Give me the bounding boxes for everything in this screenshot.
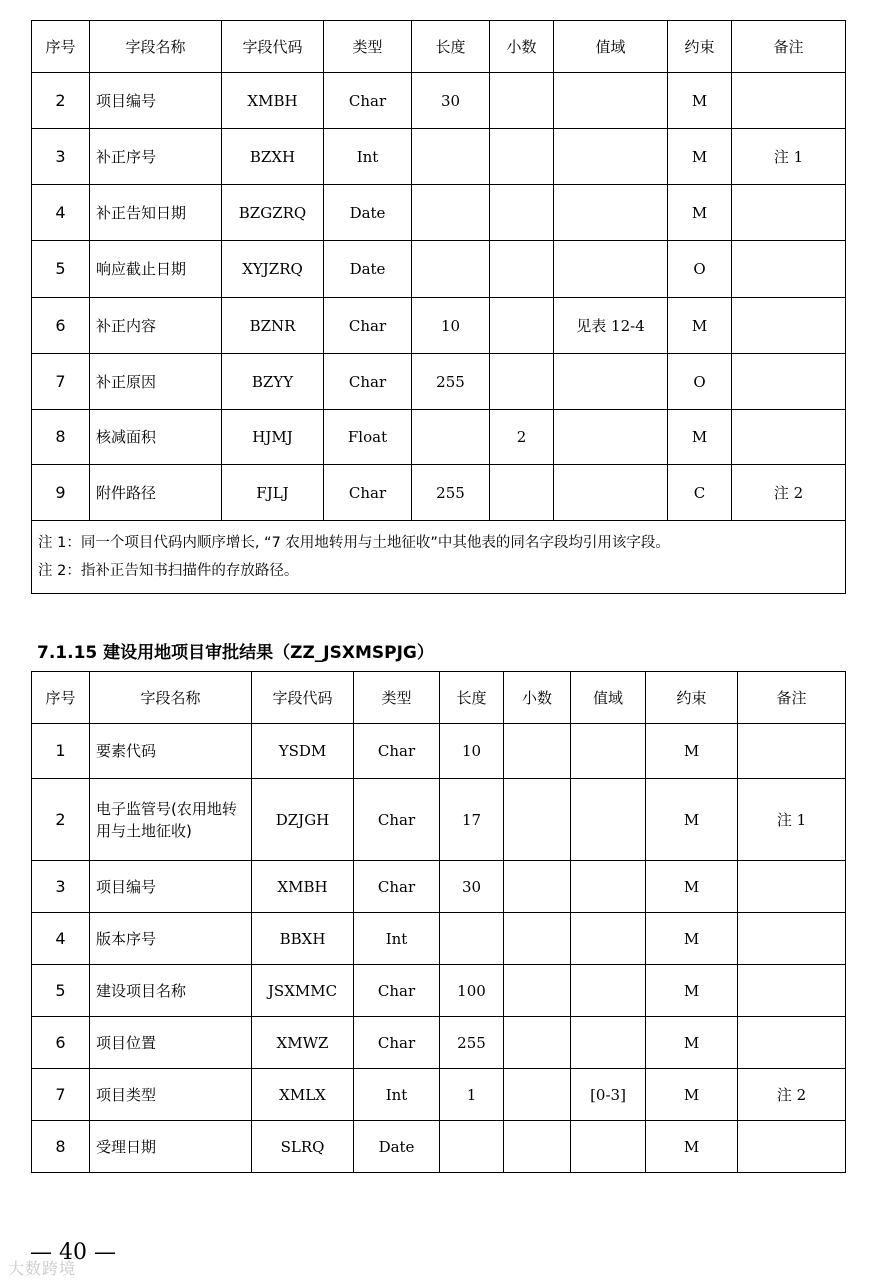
col-header: 序号 [32, 672, 90, 724]
table-cell: 项目编号 [90, 861, 252, 913]
col-header: 备注 [732, 21, 846, 73]
table-cell [412, 185, 490, 241]
table-cell: 附件路径 [90, 465, 222, 521]
table-cell: M [668, 298, 732, 354]
table-cell: M [646, 1121, 738, 1173]
table-cell [571, 779, 646, 861]
table-cell: Date [324, 185, 412, 241]
table-cell [732, 185, 846, 241]
table-cell: 4 [32, 185, 90, 241]
table-cell: XYJZRQ [222, 241, 324, 298]
table-cell: M [646, 724, 738, 779]
field-table-2 [31, 671, 846, 1173]
table-cell [490, 185, 554, 241]
table-cell [732, 241, 846, 298]
table-cell: 2 [490, 410, 554, 465]
col-header: 值域 [554, 21, 668, 73]
table-row [32, 779, 846, 861]
table-cell: 注 2 [738, 1069, 846, 1121]
table-cell [732, 73, 846, 129]
table-cell [412, 241, 490, 298]
col-header: 长度 [412, 21, 490, 73]
table-cell: SLRQ [252, 1121, 354, 1173]
table-cell: M [646, 913, 738, 965]
col-header: 字段名称 [90, 21, 222, 73]
table-cell: 注 1 [732, 129, 846, 185]
table-row [32, 73, 846, 129]
table-cell [554, 185, 668, 241]
table-cell: 1 [440, 1069, 504, 1121]
table-cell: M [668, 410, 732, 465]
table-cell: BZNR [222, 298, 324, 354]
table-row [32, 410, 846, 465]
table-row [32, 724, 846, 779]
table-cell [571, 861, 646, 913]
table-cell [554, 73, 668, 129]
table-cell: 9 [32, 465, 90, 521]
table-cell: M [646, 1017, 738, 1069]
table-cell: 255 [412, 354, 490, 410]
table-cell: O [668, 241, 732, 298]
col-header: 约束 [668, 21, 732, 73]
table-cell [738, 1121, 846, 1173]
table-cell: M [668, 129, 732, 185]
table-cell: C [668, 465, 732, 521]
table-cell: 255 [440, 1017, 504, 1069]
col-header: 值域 [571, 672, 646, 724]
table-cell [490, 354, 554, 410]
table-cell: M [646, 861, 738, 913]
table-row [32, 241, 846, 298]
table-cell [554, 129, 668, 185]
table-cell: 补正序号 [90, 129, 222, 185]
table-cell: XMLX [252, 1069, 354, 1121]
table-cell [571, 965, 646, 1017]
table-cell: 8 [32, 1121, 90, 1173]
table-cell: BZYY [222, 354, 324, 410]
table-cell: Date [324, 241, 412, 298]
table-cell: 注 1 [738, 779, 846, 861]
table-cell: Int [354, 1069, 440, 1121]
table-body [32, 724, 846, 1173]
table-cell [490, 298, 554, 354]
table-cell: 30 [440, 861, 504, 913]
table-cell: 6 [32, 298, 90, 354]
table-cell [504, 779, 571, 861]
table-cell: 17 [440, 779, 504, 861]
table-cell [732, 410, 846, 465]
table-body [32, 73, 846, 521]
table-cell: 3 [32, 861, 90, 913]
table-row [32, 1069, 846, 1121]
table-cell: Char [324, 354, 412, 410]
table-cell: Char [324, 465, 412, 521]
table-row [32, 1121, 846, 1173]
table-cell: 10 [412, 298, 490, 354]
table-notes [32, 521, 846, 594]
table-cell: 版本序号 [90, 913, 252, 965]
table-cell: 补正内容 [90, 298, 222, 354]
table-cell: Float [324, 410, 412, 465]
table-cell: O [668, 354, 732, 410]
table-cell: Char [354, 1017, 440, 1069]
table-cell [412, 410, 490, 465]
table-cell [504, 965, 571, 1017]
table-cell [490, 73, 554, 129]
table-cell [504, 1069, 571, 1121]
table-row [32, 129, 846, 185]
table-cell: HJMJ [222, 410, 324, 465]
table-cell: M [668, 73, 732, 129]
table-cell: 补正告知日期 [90, 185, 222, 241]
table-cell [571, 1121, 646, 1173]
col-header: 备注 [738, 672, 846, 724]
table-row [32, 298, 846, 354]
table-cell [504, 724, 571, 779]
table-cell: 8 [32, 410, 90, 465]
table-cell: BBXH [252, 913, 354, 965]
table-row [32, 354, 846, 410]
table-cell [738, 965, 846, 1017]
table-cell: DZJGH [252, 779, 354, 861]
table-cell: Char [324, 73, 412, 129]
table-cell: BZXH [222, 129, 324, 185]
table-cell: Int [324, 129, 412, 185]
page-number: — 40 — [30, 1240, 116, 1265]
table-row [32, 913, 846, 965]
table-cell [738, 724, 846, 779]
table-cell: 项目位置 [90, 1017, 252, 1069]
table-cell: 1 [32, 724, 90, 779]
table-cell: 建设项目名称 [90, 965, 252, 1017]
col-header: 小数 [504, 672, 571, 724]
col-header: 类型 [324, 21, 412, 73]
table-cell [571, 913, 646, 965]
watermark: 大数跨境 [8, 1259, 77, 1278]
table-cell [738, 861, 846, 913]
table-cell: 注 2 [732, 465, 846, 521]
table-cell [504, 1121, 571, 1173]
col-header: 长度 [440, 672, 504, 724]
table-cell: FJLJ [222, 465, 324, 521]
table-cell: 6 [32, 1017, 90, 1069]
table-cell: M [668, 185, 732, 241]
col-header: 字段代码 [252, 672, 354, 724]
table-row [32, 465, 846, 521]
table-cell: 255 [412, 465, 490, 521]
table-cell: 见表 12-4 [554, 298, 668, 354]
table-cell: M [646, 779, 738, 861]
table-cell: 项目编号 [90, 73, 222, 129]
table-cell [412, 129, 490, 185]
table-cell: Char [354, 965, 440, 1017]
table-cell [732, 298, 846, 354]
col-header: 小数 [490, 21, 554, 73]
table-cell [490, 465, 554, 521]
table-cell: M [646, 1069, 738, 1121]
table-cell: XMWZ [252, 1017, 354, 1069]
note-1: 注 1：同一个项目代码内顺序增长, “7 农用地转用与土地征收”中其他表的同名字段均引用该字段。 [38, 535, 670, 551]
table-cell: 补正原因 [90, 354, 222, 410]
table-cell: 10 [440, 724, 504, 779]
table-cell: Char [354, 724, 440, 779]
table-cell: 3 [32, 129, 90, 185]
table-cell: Date [354, 1121, 440, 1173]
table-row [32, 965, 846, 1017]
table-row [32, 185, 846, 241]
table-cell: 核减面积 [90, 410, 222, 465]
table-cell: M [646, 965, 738, 1017]
table-cell: 2 [32, 73, 90, 129]
table-cell: 5 [32, 241, 90, 298]
table-cell: XMBH [252, 861, 354, 913]
table-cell: 100 [440, 965, 504, 1017]
table-cell: 要素代码 [90, 724, 252, 779]
table-row [32, 861, 846, 913]
table-cell: 5 [32, 965, 90, 1017]
table-cell: 30 [412, 73, 490, 129]
table-header-row [32, 21, 846, 73]
table-cell: XMBH [222, 73, 324, 129]
table-cell: Char [354, 861, 440, 913]
table-cell [571, 1017, 646, 1069]
table-cell: 电子监管号(农用地转用与土地征收) [90, 779, 252, 861]
table-cell [571, 724, 646, 779]
table-cell [554, 354, 668, 410]
table-cell: 7 [32, 1069, 90, 1121]
table-row [32, 1017, 846, 1069]
col-header: 字段代码 [222, 21, 324, 73]
col-header: 类型 [354, 672, 440, 724]
table-cell: JSXMMC [252, 965, 354, 1017]
table-cell [490, 241, 554, 298]
table-cell [738, 1017, 846, 1069]
table-cell [504, 1017, 571, 1069]
table-cell [440, 1121, 504, 1173]
col-header: 字段名称 [90, 672, 252, 724]
table-cell: Int [354, 913, 440, 965]
table-cell [440, 913, 504, 965]
table-cell: 7 [32, 354, 90, 410]
col-header: 约束 [646, 672, 738, 724]
table-cell: YSDM [252, 724, 354, 779]
field-table-1 [31, 20, 846, 594]
notes-row [32, 521, 846, 594]
table-cell: Char [354, 779, 440, 861]
table-cell: BZGZRQ [222, 185, 324, 241]
table-cell: [0-3] [571, 1069, 646, 1121]
table-cell: 受理日期 [90, 1121, 252, 1173]
table-cell [732, 354, 846, 410]
table-cell [504, 861, 571, 913]
table-cell [490, 129, 554, 185]
table-cell [504, 913, 571, 965]
col-header: 序号 [32, 21, 90, 73]
table-cell [554, 410, 668, 465]
table-cell [738, 913, 846, 965]
section-title: 7.1.15 建设用地项目审批结果（ZZ_JSXMSPJG） [37, 643, 434, 663]
table-cell [554, 465, 668, 521]
table-cell: 2 [32, 779, 90, 861]
table-cell: 项目类型 [90, 1069, 252, 1121]
table-cell: 4 [32, 913, 90, 965]
table-cell: Char [324, 298, 412, 354]
table-cell [554, 241, 668, 298]
table-header-row [32, 672, 846, 724]
table-cell: 响应截止日期 [90, 241, 222, 298]
note-2: 注 2：指补正告知书扫描件的存放路径。 [38, 563, 299, 579]
